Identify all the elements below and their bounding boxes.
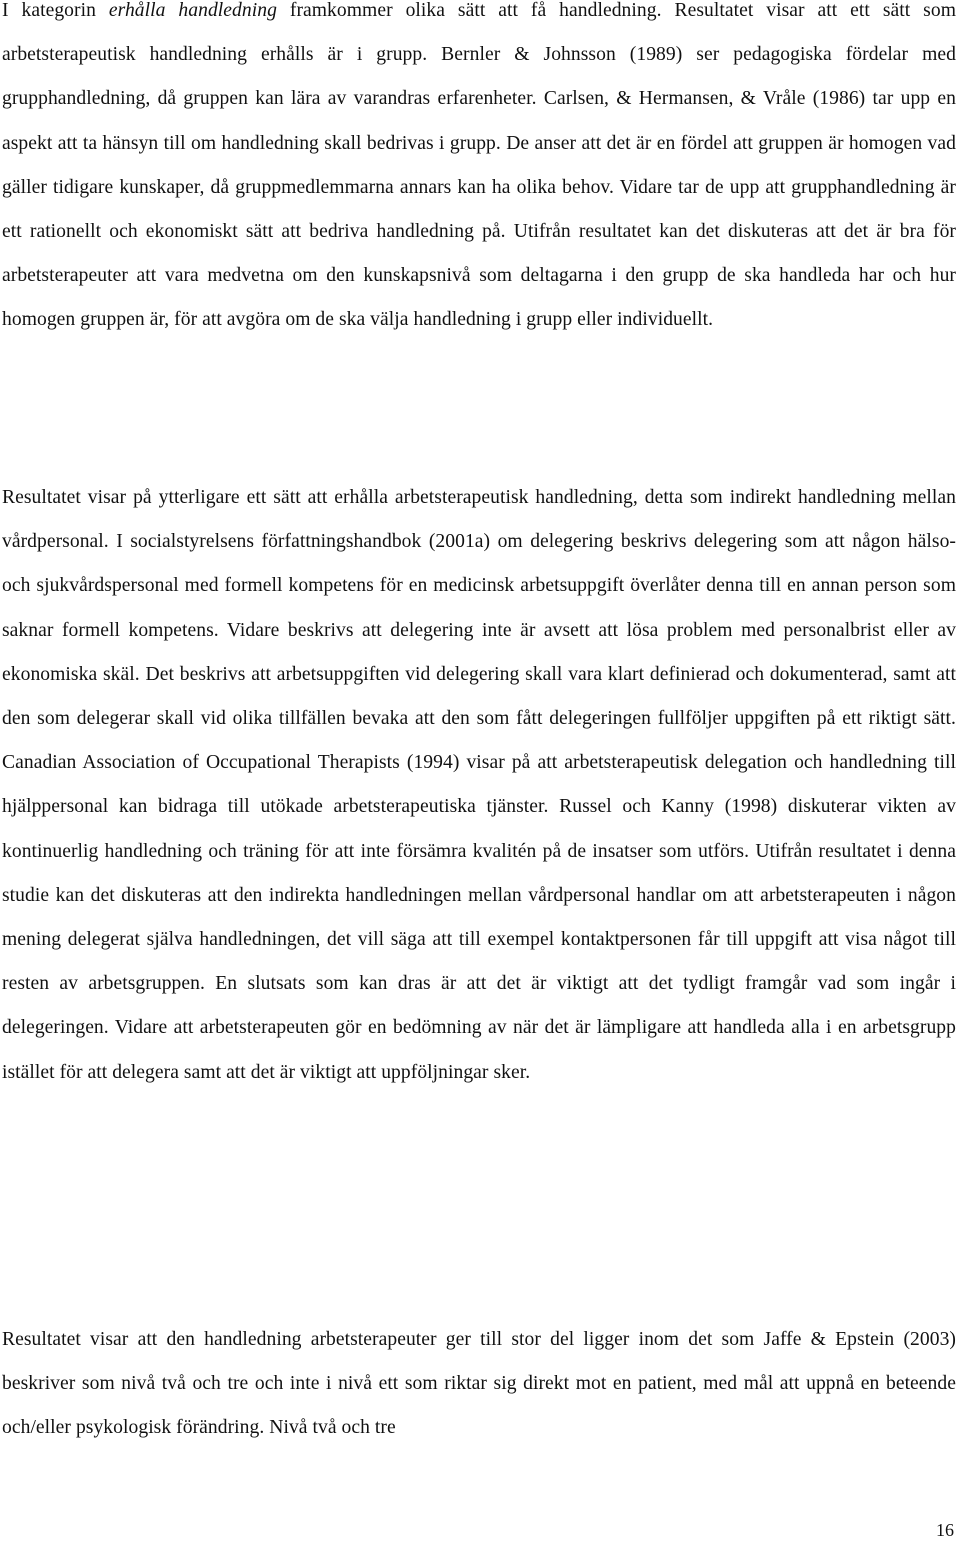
paragraph-text: Resultatet visar på ytterligare ett sätt att erhålla arbetsterapeutisk handledning, detta som indirekt handledning mellan vårdpersonal. I socialstyrelsens författningshandbok (2001a) om delegering beskrivs delegering som att någon hälso- och sjukvårdspersonal med formell kompetens för en medicinsk arbetsuppgift överlåter denna till en annan person som saknar formell kompetens. Vidare beskrivs att delegering inte är avsett att lösa problem med personalbrist eller av ekonomiska skäl. Det beskrivs att arbetsuppgiften vid delegering skall vara klart definierad och dokumenterad, samt att den som delegerar skall vid olika tillfällen bevaka att den som fått delegeringen fullföljer uppgiften på ett riktigt sätt. Canadian Association of Occupational Therapists (1994) visar på att arbetsterapeutisk delegation och handledning till hjälppersonal kan bidraga till utökade arbetsterapeutiska tjänster. Russel och Kanny (1998) diskuterar vikten av kontinuerlig handledning och träning för att inte försämra kvalitén på de insatser som utförs. Utifrån resultatet i denna studie kan det diskuteras att den indirekta handledningen mellan vårdpersonal handlar om att arbetsterapeuten i någon mening delegerat själva handledningen, det vill säga att till exempel kontaktpersonen får till uppgift att visa något till resten av arbetsgruppen. En slutsats som kan dras är att det är viktigt att det tydligt framgår vad som ingår i delegeringen. Vidare att arbetsterapeuten gör en bedömning av när det är lämpligare att handleda alla i en arbetsgrupp istället för att delegera samt att det är viktigt att uppföljningar sker. [2, 487, 956, 1083]
page-number: 16 [936, 1520, 954, 1540]
paragraph-supervision-levels [2, 1318, 956, 1451]
paragraph-indirect-supervision [2, 476, 956, 1095]
paragraph-lead: I kategorin [2, 0, 109, 21]
paragraph-text: Resultatet visar att den handledning arbetsterapeuter ger till stor del ligger inom det som Jaffe & Epstein (2003) beskriver som nivå två och tre och inte i nivå ett som riktar sig direkt mot en patient, med mål att uppnå en beteende och/eller psykologisk förändring. Nivå två och tre [2, 1329, 956, 1439]
paragraph-text: framkommer olika sätt att få handledning. Resultatet visar att ett sätt som arbetsterapeutisk handledning erhålls är i grupp. Bernler & Johnsson (1989) ser pedagogiska fördelar med grupphandledning, då gruppen kan lära av varandras erfarenheter. Carlsen, & Hermansen, & Vråle (1986) tar upp en aspekt att ta hänsyn till om handledning skall bedrivas i grupp. De anser att det är en fördel att gruppen är homogen vad gäller tidigare kunskaper, då gruppmedlemmarna annars kan ha olika behov. Vidare tar de upp att grupphandledning är ett rationellt och ekonomiskt sätt att bedriva handledning på. Utifrån resultatet kan det diskuteras att det är bra för arbetsterapeuter att vara medvetna om den kunskapsnivå som deltagarna i den grupp de ska handleda har och hur homogen gruppen är, för att avgöra om de ska välja handledning i grupp eller individuellt. [2, 0, 956, 331]
paragraph-group-supervision [2, 0, 956, 343]
category-term: erhålla handledning [108, 0, 277, 21]
